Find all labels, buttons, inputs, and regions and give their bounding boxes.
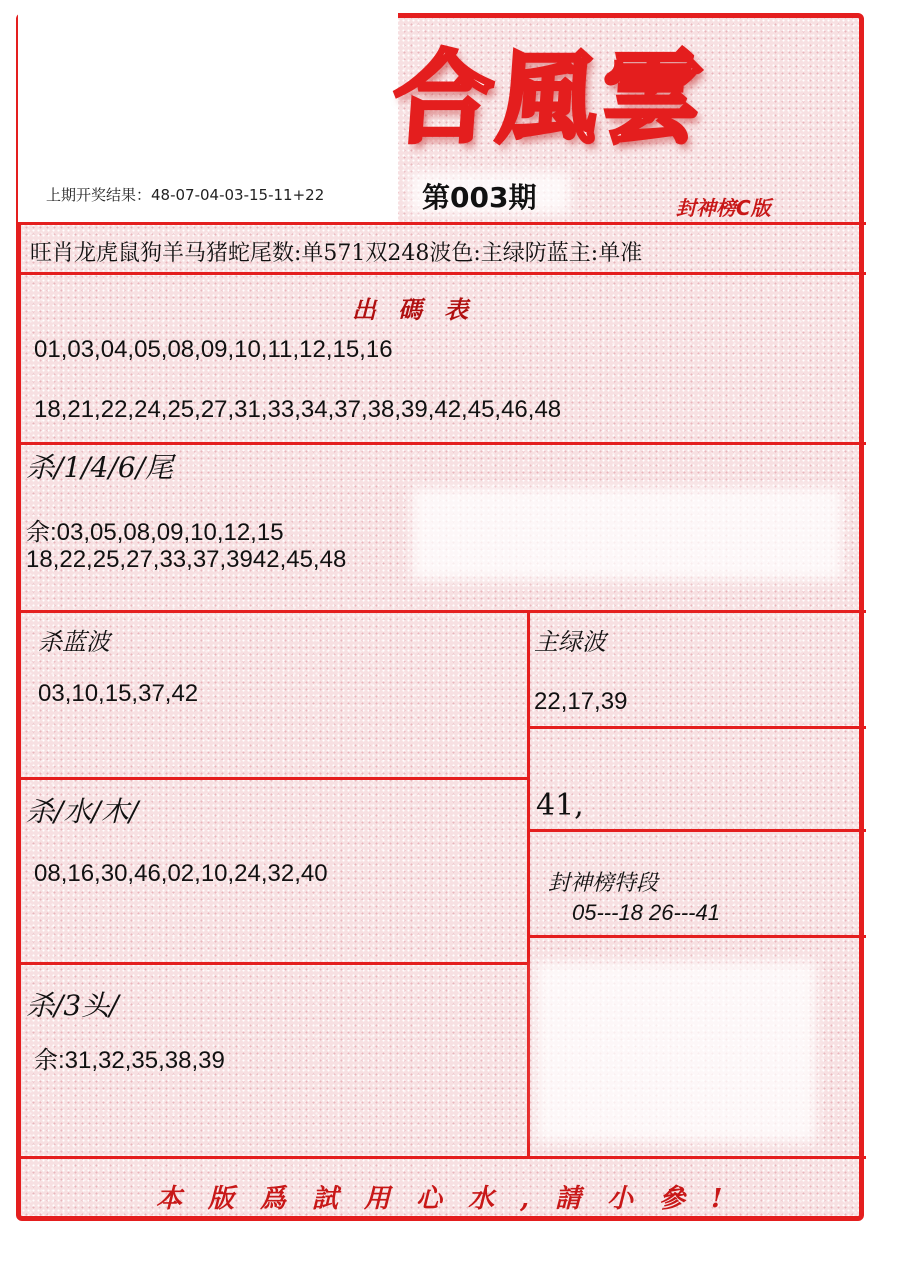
kill-water-wood-label: 杀/水/木/ <box>26 795 139 828</box>
special-label: 封神榜特段 <box>548 871 659 896</box>
code-table-title: 出碼表 <box>352 295 490 324</box>
footer-note: 本版爲試用心水,請小參! <box>156 1184 749 1214</box>
divider <box>18 610 866 613</box>
issue-number: 第003期 <box>422 181 537 214</box>
divider <box>18 962 530 965</box>
kill-head-label: 杀/3头/ <box>26 989 119 1022</box>
code-table-row: 01,03,04,05,08,09,10,11,12,15,16 <box>34 336 393 363</box>
divider <box>18 222 866 225</box>
main-green-label: 主绿波 <box>534 628 606 656</box>
main-green-numbers: 22,17,39 <box>534 688 628 715</box>
kill-water-wood-numbers: 08,16,30,46,02,10,24,32,40 <box>34 860 328 887</box>
divider <box>18 777 530 780</box>
kill-blue-numbers: 03,10,15,37,42 <box>38 680 199 707</box>
masked-area <box>536 962 816 1142</box>
column-divider <box>527 612 530 1158</box>
last-draw-result: 上期开奖结果：48-07-04-03-15-11+22 <box>46 186 325 204</box>
divider <box>18 442 866 445</box>
kill-tail-rest: 18,22,25,27,33,37,3942,45,48 <box>26 546 347 573</box>
divider <box>18 272 866 275</box>
kill-head-rest: 余:31,32,35,38,39 <box>34 1047 225 1074</box>
single-number: 41, <box>536 788 584 823</box>
divider <box>528 829 866 832</box>
masked-area <box>412 488 842 580</box>
info-line: 旺肖龙虎鼠狗羊马猪蛇尾数:单571双248波色:主绿防蓝主:单准 <box>30 241 643 266</box>
special-range: 05---18 26---41 <box>572 900 720 925</box>
kill-tail-rest: 余:03,05,08,09,10,12,15 <box>26 519 284 546</box>
code-table-row: 18,21,22,24,25,27,31,33,34,37,38,39,42,45,46,48 <box>34 396 562 423</box>
poster-title: 合風雲 <box>389 39 710 157</box>
divider <box>528 935 866 938</box>
kill-tail-label: 杀/1/4/6/尾 <box>26 451 174 484</box>
divider <box>18 1156 866 1159</box>
divider <box>528 726 866 729</box>
kill-blue-label: 杀蓝波 <box>38 628 110 656</box>
edition-label: 封神榜C版 <box>676 196 771 220</box>
